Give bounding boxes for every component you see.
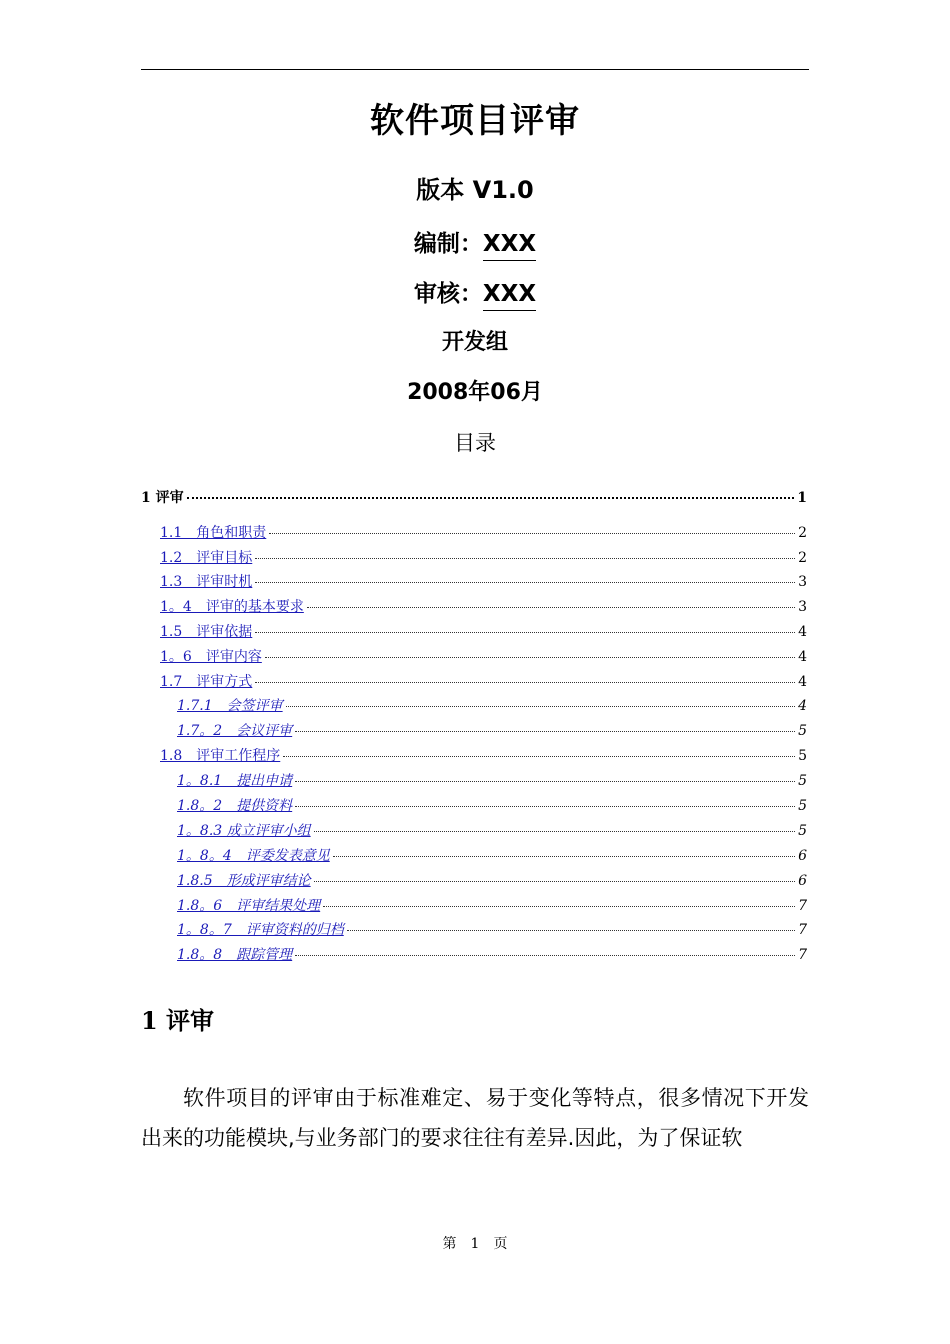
group-name: 开发组 — [441, 330, 508, 355]
toc-page-number: 4 — [798, 698, 807, 714]
toc-entry-label[interactable]: 1.1 角色和职责 — [160, 525, 267, 541]
section-heading: 1 评审 — [141, 1006, 215, 1035]
toc-page-number: 5 — [798, 723, 807, 739]
toc-entry-label[interactable]: 1 评审 — [141, 490, 184, 506]
toc-entry-label[interactable]: 1.8 评审工作程序 — [160, 748, 281, 764]
toc-entry-label[interactable]: 1.8.5 形成评审结论 — [177, 873, 311, 889]
toc-subsubentry[interactable] — [177, 772, 807, 790]
toc-subsubentry[interactable] — [177, 822, 807, 840]
toc-subsubentry[interactable] — [177, 897, 807, 915]
body-text — [141, 1078, 809, 1158]
editor-value: XXX — [483, 231, 536, 261]
toc-subentry[interactable] — [160, 747, 807, 765]
toc-leader — [333, 856, 795, 857]
toc-subsubentry[interactable] — [177, 722, 807, 740]
toc-leader — [255, 682, 795, 683]
toc-entry-label[interactable]: 1.2 评审目标 — [160, 550, 253, 566]
toc-leader — [265, 657, 795, 658]
toc-leader — [347, 930, 795, 931]
toc-entry-label[interactable]: 1。4 评审的基本要求 — [160, 599, 304, 615]
toc-entry-label[interactable]: 1。8。4 评委发表意见 — [177, 848, 330, 864]
toc-entry[interactable] — [141, 489, 807, 507]
reviewer-line — [0, 275, 950, 311]
document-title: 软件项目评审 — [370, 101, 580, 141]
toc-subentry[interactable] — [160, 598, 807, 616]
toc-page-number: 7 — [798, 947, 807, 963]
toc-subsubentry[interactable] — [177, 946, 807, 964]
toc-entry-label[interactable]: 1。8.1 提出申请 — [177, 773, 293, 789]
toc-entry-label[interactable]: 1.7 评审方式 — [160, 674, 253, 690]
toc-entry-label[interactable]: 1.3 评审时机 — [160, 574, 253, 590]
toc-entry-label[interactable]: 1.8。2 提供资料 — [177, 798, 293, 814]
toc-page-number: 5 — [798, 748, 807, 764]
toc-leader — [255, 558, 795, 559]
toc-subentry[interactable] — [160, 673, 807, 691]
toc-leader — [187, 497, 795, 499]
header-rule — [141, 69, 809, 70]
version-label: 版本 V1.0 — [416, 176, 534, 204]
toc-subsubentry[interactable] — [177, 847, 807, 865]
toc-page-number: 4 — [798, 624, 807, 640]
toc-page-number: 5 — [798, 798, 807, 814]
toc-leader — [295, 806, 795, 807]
toc-leader — [314, 831, 795, 832]
toc-entry-label[interactable]: 1.7。2 会议评审 — [177, 723, 293, 739]
toc-page-number: 2 — [798, 525, 807, 541]
toc-entry-label[interactable]: 1.7.1 会签评审 — [177, 698, 283, 714]
toc-page-number: 7 — [798, 922, 807, 938]
toc-leader — [286, 706, 795, 707]
toc-leader — [307, 607, 795, 608]
toc-subsubentry[interactable] — [177, 872, 807, 890]
toc-leader — [323, 906, 795, 907]
toc-entry-label[interactable]: 1.5 评审依据 — [160, 624, 253, 640]
toc-leader — [283, 756, 795, 757]
toc-leader — [295, 781, 795, 782]
toc-page-number: 1 — [797, 490, 807, 506]
reviewer-value: XXX — [483, 281, 536, 311]
editor-line — [0, 225, 950, 261]
toc-subentry[interactable] — [160, 524, 807, 542]
toc-subsubentry[interactable] — [177, 797, 807, 815]
toc-page-number: 5 — [798, 823, 807, 839]
toc-entry-label[interactable]: 1.8。6 评审结果处理 — [177, 898, 321, 914]
toc-leader — [314, 881, 795, 882]
toc-subsubentry[interactable] — [177, 921, 807, 939]
toc-entry-label[interactable]: 1。8.3 成立评审小组 — [177, 823, 311, 839]
toc-entry-label[interactable]: 1.8。8 跟踪管理 — [177, 947, 293, 963]
toc-page-number: 6 — [798, 873, 807, 889]
reviewer-label: 审核： — [413, 281, 483, 307]
toc-leader — [295, 731, 795, 732]
toc-subentry[interactable] — [160, 549, 807, 567]
toc-page-number: 3 — [798, 599, 807, 615]
toc-subentry[interactable] — [160, 648, 807, 666]
toc-subsubentry[interactable] — [177, 697, 807, 715]
toc-entry-label[interactable]: 1。6 评审内容 — [160, 649, 262, 665]
toc-leader — [255, 632, 795, 633]
toc-leader — [255, 582, 795, 583]
toc-title: 目录 — [454, 431, 496, 455]
toc-subentry[interactable] — [160, 573, 807, 591]
body-paragraph: 软件项目的评审由于标准难定、易于变化等特点，很多情况下开发出来的功能模块,与业务部门的要求往往有差异.因此，为了保证软 — [141, 1086, 809, 1150]
toc-page-number: 4 — [798, 649, 807, 665]
toc-leader — [295, 955, 795, 956]
toc-subentry[interactable] — [160, 623, 807, 641]
toc-entry-label[interactable]: 1。8。7 评审资料的归档 — [177, 922, 344, 938]
toc-page-number: 7 — [798, 898, 807, 914]
toc-leader — [269, 533, 795, 534]
toc-page-number: 4 — [798, 674, 807, 690]
editor-label: 编制： — [413, 231, 483, 257]
toc-page-number: 2 — [798, 550, 807, 566]
toc-page-number: 5 — [798, 773, 807, 789]
page-footer: 第 1 页 — [442, 1236, 508, 1252]
toc-page-number: 6 — [798, 848, 807, 864]
document-date: 2008年06月 — [407, 380, 543, 405]
toc-page-number: 3 — [798, 574, 807, 590]
